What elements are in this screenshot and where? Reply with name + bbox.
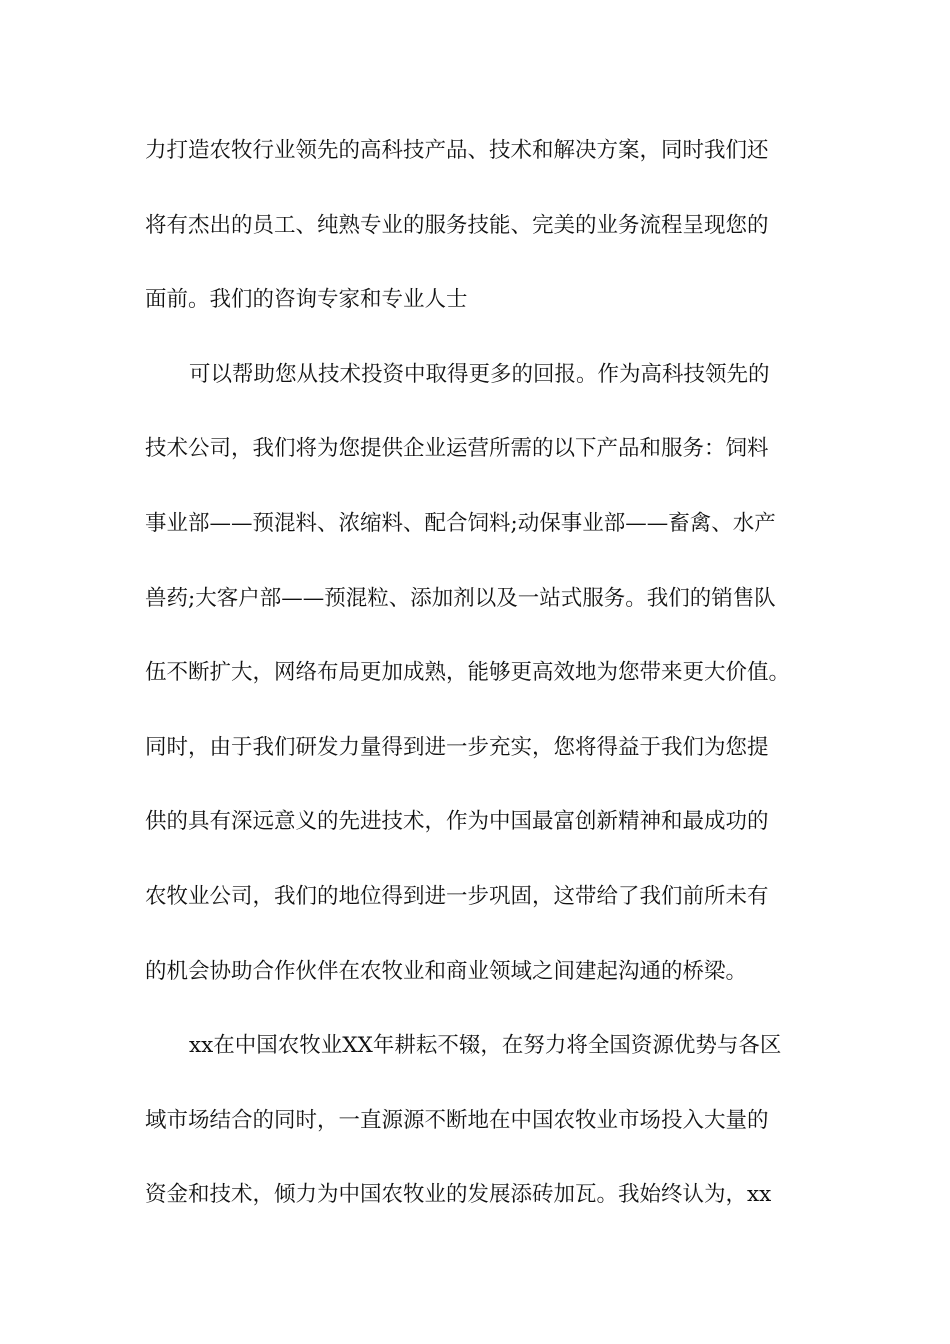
text-line-8: 伍不断扩大，网络布局更加成熟，能够更高效地为您带来更大价值。 bbox=[145, 660, 791, 686]
text-line-1: 力打造农牧行业领先的高科技产品、技术和解决方案，同时我们还 bbox=[145, 138, 769, 163]
text-line-11: 农牧业公司，我们的地位得到进一步巩固，这带给了我们前所未有 bbox=[145, 883, 769, 909]
text-line-14: 域市场结合的同时，一直源源不断地在中国农牧业市场投入大量的 bbox=[145, 1107, 769, 1133]
text-line-7: 兽药;大客户部——预混粒、添加剂以及一站式服务。我们的销售队 bbox=[145, 585, 776, 611]
text-line-13: xx在中国农牧业XX年耕耘不辍，在努力将全国资源优势与各区 bbox=[189, 1033, 782, 1059]
text-line-9: 同时，由于我们研发力量得到进一步充实，您将得益于我们为您提 bbox=[145, 734, 769, 760]
text-line-5: 技术公司，我们将为您提供企业运营所需的以下产品和服务：饲料 bbox=[145, 436, 769, 462]
text-line-6: 事业部——预混料、浓缩料、配合饲料;动保事业部——畜禽、水产 bbox=[145, 510, 776, 536]
text-line-12: 的机会协助合作伙伴在农牧业和商业领域之间建起沟通的桥梁。 bbox=[145, 958, 748, 984]
text-line-2: 将有杰出的员工、纯熟专业的服务技能、完美的业务流程呈现您的 bbox=[145, 212, 769, 238]
text-line-3: 面前。我们的咨询专家和专业人士 bbox=[145, 287, 468, 313]
text-line-10: 供的具有深远意义的先进技术，作为中国最富创新精神和最成功的 bbox=[145, 809, 769, 835]
text-line-4: 可以帮助您从技术投资中取得更多的回报。作为高科技领先的 bbox=[189, 361, 770, 387]
text-line-15: 资金和技术，倾力为中国农牧业的发展添砖加瓦。我始终认为，xx bbox=[145, 1182, 772, 1208]
body-text bbox=[145, 128, 815, 1247]
